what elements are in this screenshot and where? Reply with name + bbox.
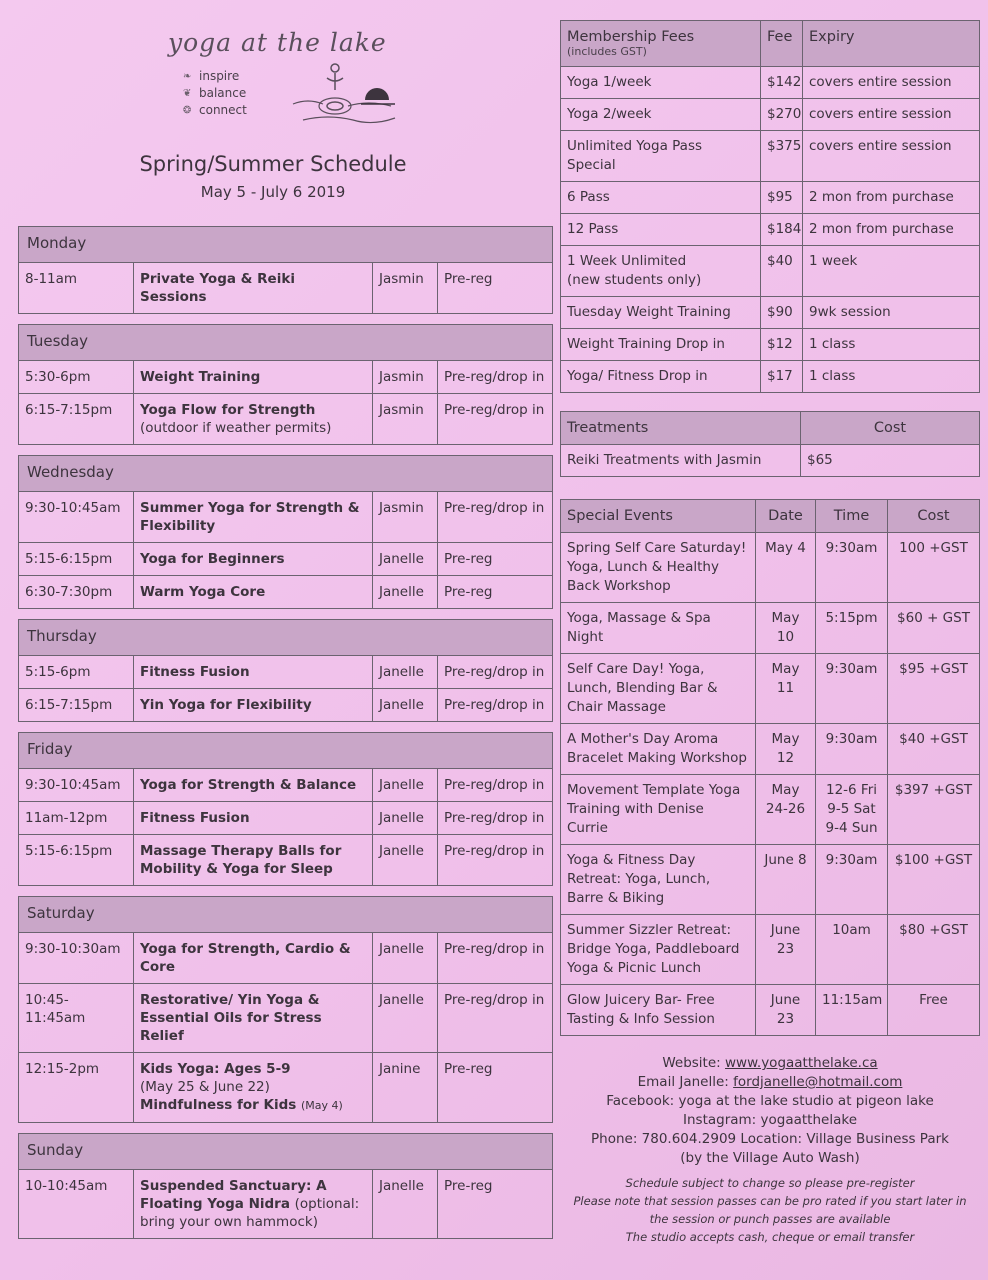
event-name: A Mother's Day Aroma Bracelet Making Workshop [561, 724, 756, 775]
fee-name: Tuesday Weight Training [561, 297, 761, 329]
schedule-dates: May 5 - July 6 2019 [200, 183, 346, 201]
fee-expiry: covers entire session [803, 99, 980, 131]
flyer-header [18, 18, 553, 226]
table-row [19, 656, 553, 689]
table-row [561, 985, 980, 1036]
table-row [19, 802, 553, 835]
table-row [561, 533, 980, 603]
fee-amount: $90 [761, 297, 803, 329]
class-instructor: Janelle [373, 933, 438, 984]
class-instructor: Janelle [373, 984, 438, 1053]
event-time: 9:30am [816, 533, 888, 603]
class-instructor: Janelle [373, 656, 438, 689]
table-row [19, 933, 553, 984]
note-line: Schedule subject to change so please pre-register [625, 1176, 915, 1190]
table-row [561, 182, 980, 214]
treatments-table [560, 411, 980, 477]
tagline-inspire: inspire [199, 69, 240, 83]
class-time: 6:30-7:30pm [19, 576, 134, 609]
class-name: Suspended Sanctuary: A Floating Yoga Nidra [140, 1178, 327, 1212]
fees-expiry-header: Expiry [803, 21, 980, 67]
fee-expiry: 1 class [803, 361, 980, 393]
table-row [19, 576, 553, 609]
phone-location: Phone: 780.604.2909 Location: Village Business Park [591, 1131, 949, 1147]
note-line: The studio accepts cash, cheque or email transfer [625, 1230, 915, 1244]
day-monday [18, 226, 553, 314]
class-registration: Pre-reg [438, 1053, 553, 1123]
leaf-icon: ❧ [183, 71, 192, 82]
tagline-balance: balance [199, 86, 247, 100]
email-label: Email Janelle: [637, 1074, 729, 1090]
fee-name: 1 Week Unlimited [567, 253, 687, 269]
event-date: May 10 [756, 603, 816, 654]
day-heading: Wednesday [18, 455, 553, 491]
class-instructor: Janelle [373, 1170, 438, 1239]
table-row [561, 445, 980, 477]
event-date: May 24-26 [756, 775, 816, 845]
event-name: Spring Self Care Saturday! Yoga, Lunch & Healthy Back Workshop [561, 533, 756, 603]
class-table [18, 491, 553, 609]
facebook-info: Facebook: yoga at the lake studio at pigeon lake [606, 1093, 934, 1109]
table-row [561, 915, 980, 985]
events-date-header: Date [756, 500, 816, 533]
class-note: (May 25 & June 22) [140, 1079, 270, 1095]
fee-name: Yoga 1/week [561, 67, 761, 99]
class-table [18, 1169, 553, 1239]
event-name: Movement Template Yoga Training with Denise Currie [561, 775, 756, 845]
class-instructor: Janelle [373, 689, 438, 722]
tagline [183, 68, 247, 119]
table-row [561, 724, 980, 775]
class-name: Yoga Flow for Strength [140, 402, 316, 418]
tagline-connect: connect [199, 103, 247, 117]
fee-name: 12 Pass [561, 214, 761, 246]
class-instructor: Janine [373, 1053, 438, 1123]
event-cost: Free [888, 985, 980, 1036]
class-registration: Pre-reg [438, 1170, 553, 1239]
class-name: Weight Training [134, 361, 373, 394]
event-cost: $60 + GST [888, 603, 980, 654]
day-friday [18, 732, 553, 886]
class-name: Yoga for Strength & Balance [134, 769, 373, 802]
event-cost: $40 +GST [888, 724, 980, 775]
event-date: June 23 [756, 985, 816, 1036]
fees-fee-header: Fee [761, 21, 803, 67]
class-time: 9:30-10:45am [19, 492, 134, 543]
fee-amount: $95 [761, 182, 803, 214]
event-time: 9:30am [816, 845, 888, 915]
note-line: Please note that session passes can be pro rated if you start later in [573, 1194, 967, 1208]
class-instructor: Janelle [373, 802, 438, 835]
class-time: 5:30-6pm [19, 361, 134, 394]
class-cell [134, 394, 373, 445]
treatment-cost: $65 [801, 445, 980, 477]
treatment-name: Reiki Treatments with Jasmin [561, 445, 801, 477]
table-row [19, 689, 553, 722]
email-link[interactable]: fordjanelle@hotmail.com [733, 1074, 903, 1090]
right-column [560, 20, 980, 1246]
schedule-title: Spring/Summer Schedule [139, 152, 407, 176]
class-table [18, 768, 553, 886]
event-time: 10am [816, 915, 888, 985]
notes [560, 1174, 980, 1246]
class-time: 5:15-6:15pm [19, 543, 134, 576]
class-name: Fitness Fusion [134, 802, 373, 835]
day-heading: Saturday [18, 896, 553, 932]
fee-amount: $375 [761, 131, 803, 182]
class-time: 10:45-11:45am [19, 984, 134, 1053]
fee-amount: $12 [761, 329, 803, 361]
day-heading: Thursday [18, 619, 553, 655]
class-time: 9:30-10:30am [19, 933, 134, 984]
class-registration: Pre-reg/drop in [438, 394, 553, 445]
day-tuesday [18, 324, 553, 445]
day-heading: Tuesday [18, 324, 553, 360]
fee-expiry: 2 mon from purchase [803, 182, 980, 214]
event-cost: $95 +GST [888, 654, 980, 724]
table-row [561, 654, 980, 724]
fee-amount: $270 [761, 99, 803, 131]
table-row [19, 835, 553, 886]
class-registration: Pre-reg/drop in [438, 769, 553, 802]
class-name: Restorative/ Yin Yoga & Essential Oils for Stress Relief [134, 984, 373, 1053]
table-row [561, 131, 980, 182]
class-instructor: Janelle [373, 769, 438, 802]
events-name-header: Special Events [561, 500, 756, 533]
class-cell [134, 1170, 373, 1239]
fee-name: Yoga 2/week [561, 99, 761, 131]
class-name: Yoga for Beginners [134, 543, 373, 576]
class-time: 10-10:45am [19, 1170, 134, 1239]
event-cost: $80 +GST [888, 915, 980, 985]
class-note-secondary: (May 4) [300, 1099, 343, 1112]
fee-name: Yoga/ Fitness Drop in [561, 361, 761, 393]
fee-name-sub: (new students only) [567, 272, 702, 288]
contact-info [560, 1054, 980, 1168]
class-time: 6:15-7:15pm [19, 689, 134, 722]
fee-name: 6 Pass [561, 182, 761, 214]
class-name: Yin Yoga for Flexibility [134, 689, 373, 722]
left-column [18, 18, 553, 1249]
event-time: 5:15pm [816, 603, 888, 654]
event-name: Summer Sizzler Retreat: Bridge Yoga, Paddleboard Yoga & Picnic Lunch [561, 915, 756, 985]
table-header-row [561, 412, 980, 445]
fee-expiry: covers entire session [803, 67, 980, 99]
event-time: 12-6 Fri 9-5 Sat 9-4 Sun [816, 775, 888, 845]
class-table [18, 262, 553, 314]
table-row [561, 67, 980, 99]
website-label: Website: [662, 1055, 721, 1071]
treatments-cost-header: Cost [801, 412, 980, 445]
event-name: Yoga, Massage & Spa Night [561, 603, 756, 654]
event-time: 11:15am [816, 985, 888, 1036]
event-date: May 11 [756, 654, 816, 724]
day-heading: Friday [18, 732, 553, 768]
event-cost: $100 +GST [888, 845, 980, 915]
event-name: Glow Juicery Bar- Free Tasting & Info Session [561, 985, 756, 1036]
table-row [19, 492, 553, 543]
day-sunday [18, 1133, 553, 1239]
instagram-info: Instagram: yogaatthelake [683, 1112, 857, 1128]
class-registration: Pre-reg/drop in [438, 835, 553, 886]
class-time: 11am-12pm [19, 802, 134, 835]
class-time: 5:15-6pm [19, 656, 134, 689]
events-time-header: Time [816, 500, 888, 533]
class-time: 12:15-2pm [19, 1053, 134, 1123]
membership-fees-table [560, 20, 980, 393]
location-note: (by the Village Auto Wash) [680, 1150, 860, 1166]
spiral-icon: ❂ [183, 105, 192, 116]
balance-icon: ❦ [183, 88, 192, 99]
fees-name-header-sub: (includes GST) [567, 45, 647, 58]
day-wednesday [18, 455, 553, 609]
fees-name-header [561, 21, 761, 67]
class-time: 8-11am [19, 263, 134, 314]
class-time: 5:15-6:15pm [19, 835, 134, 886]
class-registration: Pre-reg/drop in [438, 933, 553, 984]
fee-expiry: covers entire session [803, 131, 980, 182]
class-name: Warm Yoga Core [134, 576, 373, 609]
class-table [18, 655, 553, 722]
table-row [561, 99, 980, 131]
table-row [19, 984, 553, 1053]
class-instructor: Janelle [373, 835, 438, 886]
class-time: 9:30-10:45am [19, 769, 134, 802]
brand-name: yoga at the lake [168, 28, 387, 57]
class-table [18, 932, 553, 1123]
table-row [561, 246, 980, 297]
class-time: 6:15-7:15pm [19, 394, 134, 445]
event-time: 9:30am [816, 724, 888, 775]
fee-name: Weight Training Drop in [561, 329, 761, 361]
class-name: Fitness Fusion [134, 656, 373, 689]
table-row [561, 329, 980, 361]
day-heading: Monday [18, 226, 553, 262]
fee-expiry: 9wk session [803, 297, 980, 329]
class-registration: Pre-reg/drop in [438, 689, 553, 722]
table-row [19, 361, 553, 394]
event-cost: 100 +GST [888, 533, 980, 603]
fee-amount: $17 [761, 361, 803, 393]
class-registration: Pre-reg/drop in [438, 492, 553, 543]
class-registration: Pre-reg/drop in [438, 361, 553, 394]
class-registration: Pre-reg [438, 263, 553, 314]
event-date: June 23 [756, 915, 816, 985]
event-date: June 8 [756, 845, 816, 915]
class-registration: Pre-reg [438, 543, 553, 576]
class-name: Private Yoga & Reiki Sessions [134, 263, 373, 314]
class-registration: Pre-reg/drop in [438, 656, 553, 689]
fee-name-cell [561, 246, 761, 297]
fee-amount: $142 [761, 67, 803, 99]
class-name: Kids Yoga: Ages 5-9 [140, 1061, 291, 1077]
class-table [18, 360, 553, 445]
day-thursday [18, 619, 553, 722]
class-instructor: Jasmin [373, 361, 438, 394]
class-cell [134, 1053, 373, 1123]
fee-expiry: 1 week [803, 246, 980, 297]
table-row [561, 297, 980, 329]
table-row [19, 543, 553, 576]
table-row [19, 769, 553, 802]
fee-amount: $40 [761, 246, 803, 297]
table-header-row [561, 500, 980, 533]
table-row [19, 394, 553, 445]
class-note: (optional: bring your own hammock) [140, 1196, 360, 1230]
class-instructor: Janelle [373, 543, 438, 576]
event-cost: $397 +GST [888, 775, 980, 845]
table-row [561, 214, 980, 246]
table-row [561, 845, 980, 915]
class-registration: Pre-reg [438, 576, 553, 609]
table-row [19, 263, 553, 314]
treatments-header: Treatments [561, 412, 801, 445]
class-note: (outdoor if weather permits) [140, 420, 332, 436]
event-time: 9:30am [816, 654, 888, 724]
class-instructor: Jasmin [373, 492, 438, 543]
class-registration: Pre-reg/drop in [438, 984, 553, 1053]
table-row [561, 775, 980, 845]
class-name: Yoga for Strength, Cardio & Core [134, 933, 373, 984]
table-row [19, 1053, 553, 1123]
day-heading: Sunday [18, 1133, 553, 1169]
table-row [19, 1170, 553, 1239]
event-date: May 12 [756, 724, 816, 775]
event-date: May 4 [756, 533, 816, 603]
website-link[interactable]: www.yogaatthelake.ca [725, 1055, 878, 1071]
table-header-row [561, 21, 980, 67]
class-instructor: Jasmin [373, 394, 438, 445]
event-name: Self Care Day! Yoga, Lunch, Blending Bar & Chair Massage [561, 654, 756, 724]
day-saturday [18, 896, 553, 1123]
special-events-table [560, 499, 980, 1036]
event-name: Yoga & Fitness Day Retreat: Yoga, Lunch, Barre & Biking [561, 845, 756, 915]
fee-amount: $184 [761, 214, 803, 246]
table-row [561, 361, 980, 393]
table-row [561, 603, 980, 654]
fee-expiry: 1 class [803, 329, 980, 361]
fees-name-header-label: Membership Fees [567, 29, 695, 45]
class-instructor: Janelle [373, 576, 438, 609]
class-name: Summer Yoga for Strength & Flexibility [134, 492, 373, 543]
note-line: the session or punch passes are available [649, 1212, 891, 1226]
class-registration: Pre-reg/drop in [438, 802, 553, 835]
class-instructor: Jasmin [373, 263, 438, 314]
fee-name: Unlimited Yoga Pass Special [561, 131, 761, 182]
class-name: Massage Therapy Balls for Mobility & Yoga for Sleep [134, 835, 373, 886]
events-cost-header: Cost [888, 500, 980, 533]
fee-expiry: 2 mon from purchase [803, 214, 980, 246]
lake-logo-icon [273, 60, 403, 140]
class-name-secondary: Mindfulness for Kids [140, 1097, 297, 1113]
